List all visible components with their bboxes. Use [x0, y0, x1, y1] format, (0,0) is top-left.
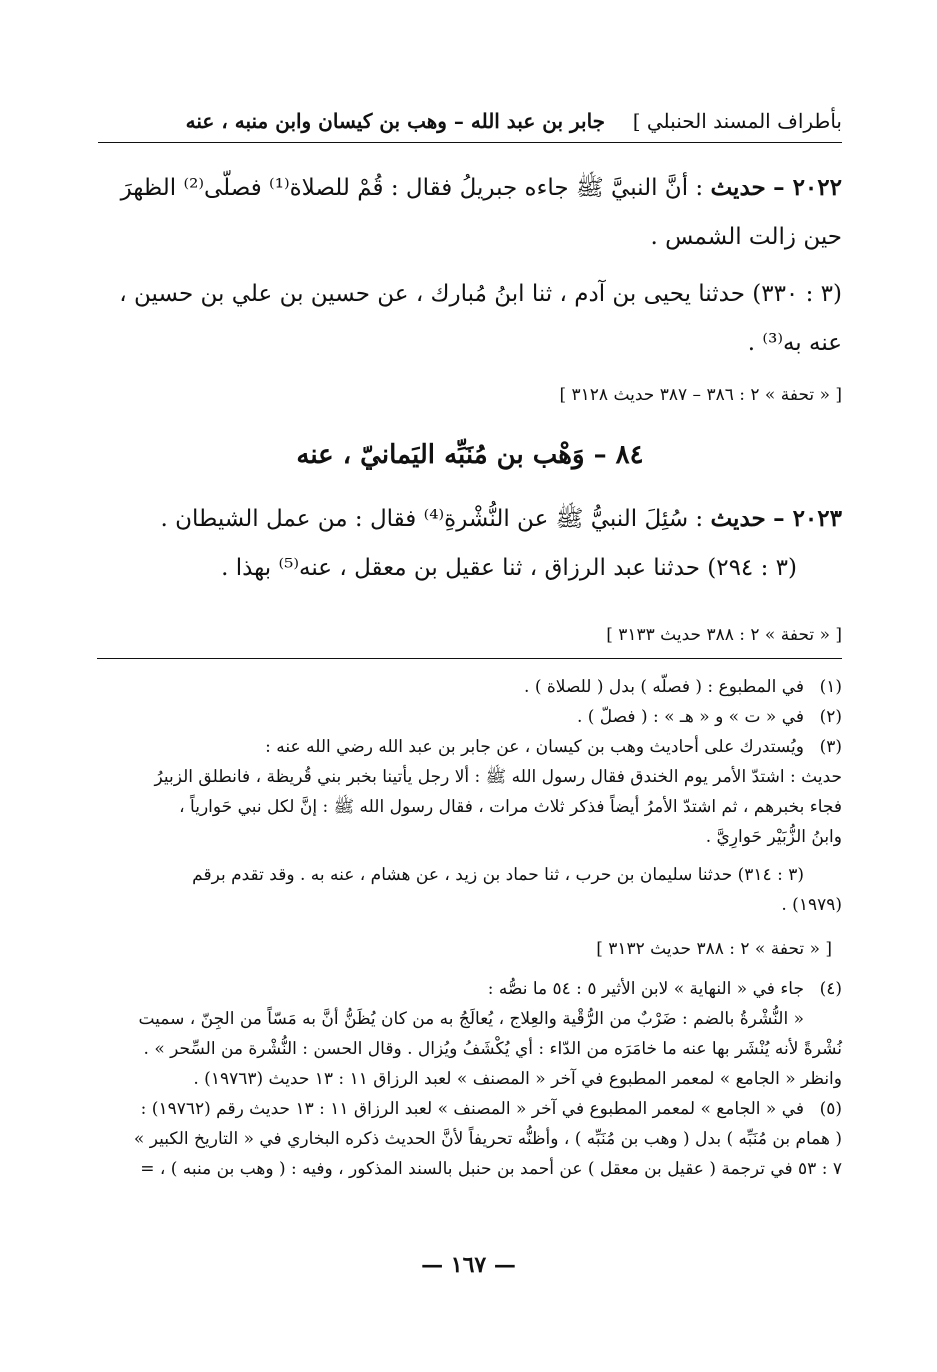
hadith-2022-isnad — [98, 270, 842, 368]
footnote-5-line: ( همام بن مُنَبِّه ) بدل ( وهب بن مُنَبِّه ) ، وأظنُّه تحريفاً لأنَّ الحديث ذكره البخاري في « التاريخ الكبير » — [133, 1129, 842, 1149]
footnote-3-line: (١٩٧٩) . — [781, 895, 842, 915]
footnote-text: في « الجامع » لمعمر المطبوع في آخر « المصنف » لعبد الرزاق ١١ : ١٣ حديث رقم (١٩٧٦٢) : — [140, 1099, 804, 1119]
footnote-text: في المطبوع : ( فصلّه ) بدل ( للصلاة ) . — [524, 677, 804, 697]
hadith-2023-tuhfa-ref — [98, 620, 842, 650]
footnote-1 — [98, 672, 842, 702]
tuhfa-reference: [ « تحفة » ٢ : ٣٨٦ – ٣٨٧ حديث ٣١٢٨ ] — [559, 385, 842, 405]
footnote-3-tuhfa-ref: [ « تحفة » ٢ : ٣٨٨ حديث ٣١٣٢ ] — [596, 939, 832, 959]
chapter-heading — [98, 440, 842, 470]
running-header — [98, 100, 842, 143]
isnad-line: (٣ : ٣٣٠) حدثنا يحيى بن آدم ، ثنا ابنُ مُبارك ، عن حسين بن علي بن حسين ، — [119, 281, 842, 307]
footnote-mark: (١) — [819, 677, 842, 697]
footnotes — [98, 672, 842, 1184]
footnote-5 — [98, 1094, 842, 1124]
footnote-5-line: ٧ : ٥٣ في ترجمة ( عقيل بن معقل ) عن أحمد بن حنبل بالسند المذكور ، وفيه : ( وهب بن منبه ) ، = — [140, 1159, 842, 1179]
footnote-4-line: « النُّشْرةُ بالضم : ضَرْبٌ من الرُّقْية والعِلاج ، يُعالَجُ به من كان يُظَنُّ أنَّ به مَسّاً من الجِنّ ، سميت — [138, 1009, 804, 1029]
hadith-2022-text-line1 — [98, 163, 842, 213]
chapter-title: ٨٤ – وَهْب بن مُنَبِّه اليَمانيّ ، عنه — [296, 440, 644, 470]
hadith-2023-text-line1 — [98, 494, 842, 544]
footnote-text: في « ت » و « هـ » : ( فصلّ ) . — [576, 707, 804, 727]
footnote-text: ويُستدرك على أحاديث وهب بن كيسان ، عن جابر بن عبد الله رضي الله عنه : — [265, 737, 804, 757]
footnote-divider — [97, 658, 842, 659]
footnote-3-isnad: (٣ : ٣١٤) حدثنا سليمان بن حرب ، ثنا حماد بن زيد ، عن هشام ، عنه به . وقد تقدم برقم — [192, 865, 804, 885]
page-number: — ١٦٧ — — [421, 1252, 516, 1278]
footnote-3-line: وابنُ الزُّبَيْر حَوارِيَّ . — [705, 827, 842, 847]
hadith-number: ٢٠٢٢ – — [773, 174, 842, 201]
hadith-2023-isnad: (٣ : ٢٩٤) حدثنا عبد الرزاق ، ثنا عقيل بن معقل ، عنه⁽⁵⁾ بهذا . — [221, 555, 797, 581]
hadith-matn: : سُئِلَ النبيُّ ﷺ عن النُّشْرةِ⁽⁴⁾ فقال : من عمل الشيطان . — [160, 506, 704, 532]
hadith-2022 — [98, 163, 842, 262]
footnote-mark: (٢) — [819, 707, 842, 727]
hadith-2022-text-line2: حين زالت الشمس . — [650, 224, 842, 250]
isnad-line: عنه به⁽³⁾ . — [747, 330, 842, 356]
footnote-text: جاء في « النهاية » لابن الأثير ٥ : ٥٤ ما نصُّه : — [487, 979, 804, 999]
footnote-3-line: فجاء بخبرهم ، ثم اشتدّ الأمرُ أيضاً فذكر ثلاث مرات ، فقال رسول الله ﷺ : إنَّ لكل نبي حَوارياً ، — [179, 797, 842, 817]
header-section-title: جابر بن عبد الله – وهب بن كيسان وابن منبه ، عنه — [185, 109, 606, 133]
footnote-mark: (٣) — [819, 737, 842, 757]
footnote-4-line: نُشْرةً لأنه يُنْشَر بها عنه ما خامَرَه من الدّاء : أي يُكْشَفُ ويُزال . وقال الحسن : النُّشْرة من السِّحر » . — [143, 1039, 842, 1059]
tuhfa-reference: [ « تحفة » ٢ : ٣٨٨ حديث ٣١٣٣ ] — [606, 625, 842, 645]
footnote-mark: (٤) — [819, 979, 842, 999]
hadith-keyword: حديث — [710, 505, 766, 532]
footnote-4 — [98, 974, 842, 1004]
footnote-4-line: وانظر « الجامع » لمعمر المطبوع في آخر « المصنف » لعبد الرزاق ١١ : ١٣ حديث (١٩٧٦٣) . — [193, 1069, 842, 1089]
hadith-keyword: حديث — [710, 174, 766, 201]
header-book-title: بأطراف المسند الحنبلي ] — [632, 109, 842, 133]
footnote-3 — [98, 732, 842, 762]
hadith-number: ٢٠٢٣ – — [773, 505, 842, 532]
hadith-2022-tuhfa-ref — [98, 380, 842, 410]
footnote-mark: (٥) — [819, 1099, 842, 1119]
footnote-3-line: حديث : اشتدّ الأمر يوم الخندق فقال رسول الله ﷺ : ألا رجل يأتينا بخبر بني قُريظة ، فانطلق الزبيرُ — [154, 767, 842, 787]
hadith-matn: : أنَّ النبيَّ ﷺ جاءه جبريلُ فقال : قُمْ للصلاة⁽¹⁾ فصلّى⁽²⁾ الظهرَ — [120, 175, 704, 201]
footnote-2 — [98, 702, 842, 732]
hadith-2023 — [98, 494, 842, 593]
